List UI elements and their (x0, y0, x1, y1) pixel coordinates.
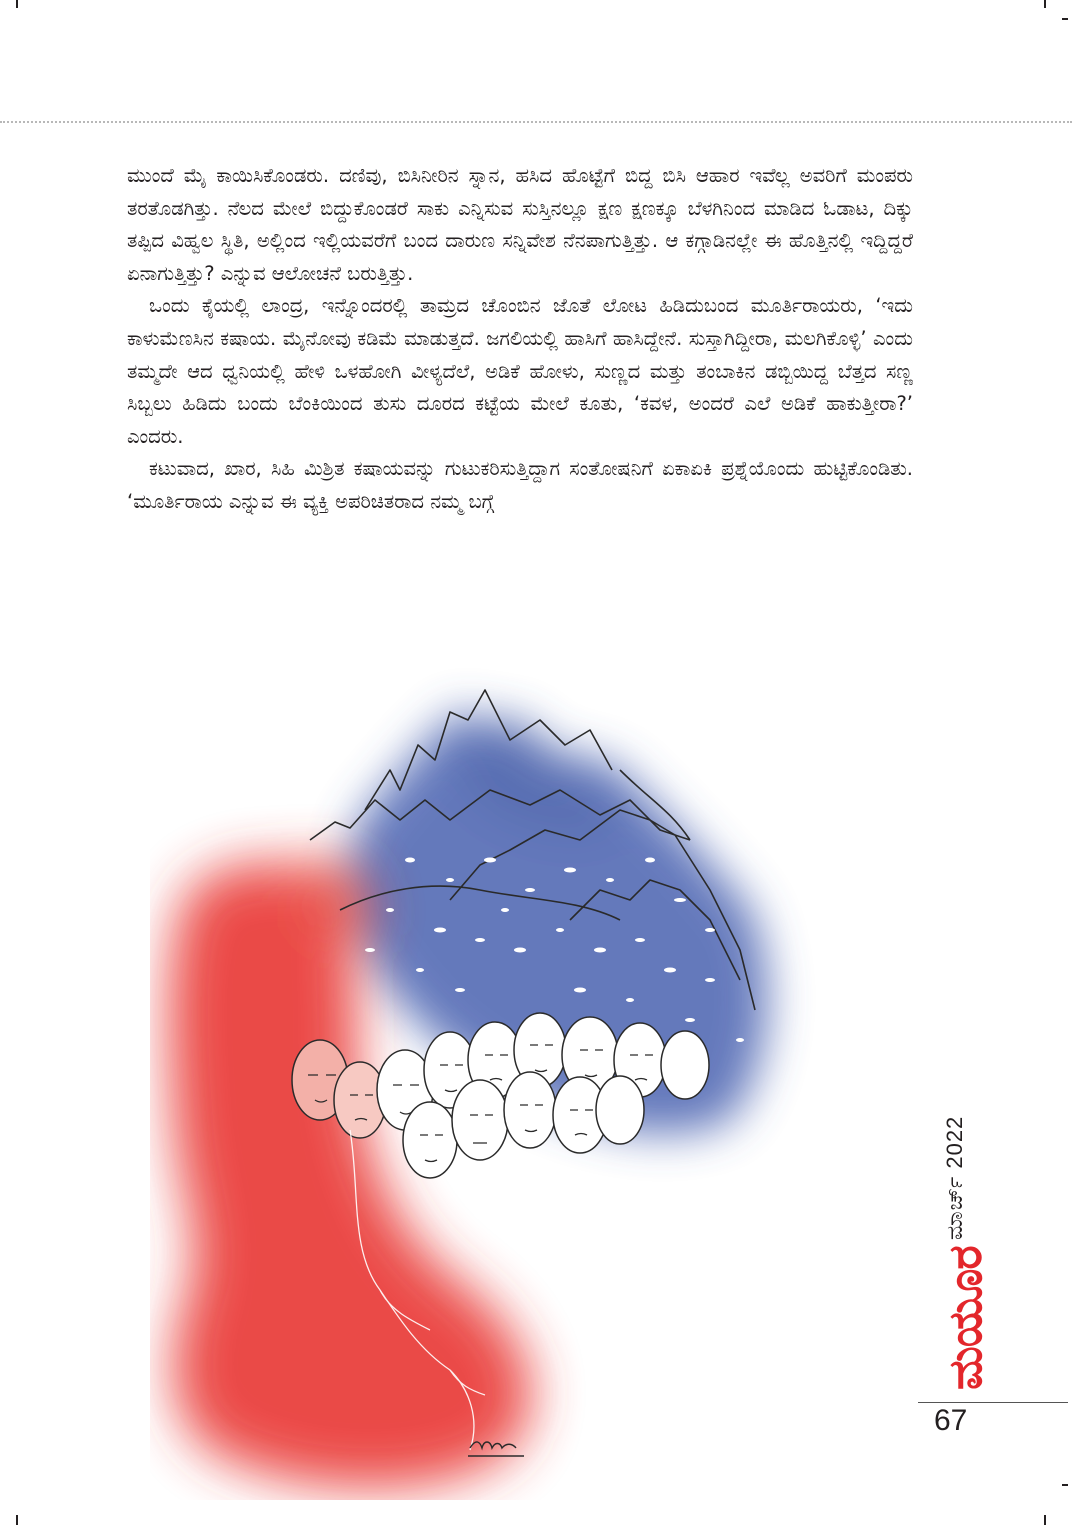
crop-mark-right-top (1062, 18, 1068, 20)
article-paragraph-1: ಮುಂದೆ ಮೈ ಕಾಯಿಸಿಕೊಂಡರು. ದಣಿವು, ಬಿಸಿನೀರಿನ ಸ್ನಾನ, ಹಸಿದ ಹೊಟ್ಟೆಗೆ ಬಿದ್ದ ಬಿಸಿ ಆಹಾರ ಇವೆಲ್ಲ ಅವರಿಗೆ ಮಂಪರು ತರತೊಡಗಿತ್ತು. ನೆಲದ ಮೇಲೆ ಬಿದ್ದುಕೊಂಡರೆ ಸಾಕು ಎನ್ನಿಸುವ ಸುಸ್ತಿನಲ್ಲೂ ಕ್ಷಣ ಕ್ಷಣಕ್ಕೂ ಬೆಳಗಿನಿಂದ ಮಾಡಿದ ಓಡಾಟ, ದಿಕ್ಕು ತಪ್ಪಿದ ವಿಹ್ವಲ ಸ್ಥಿತಿ, ಅಲ್ಲಿಂದ ಇಲ್ಲಿಯವರೆಗೆ ಬಂದ ದಾರುಣ ಸನ್ನಿವೇಶ ನೆನಪಾಗುತ್ತಿತ್ತು. ಆ ಕಗ್ಗಾಡಿನಲ್ಲೇ ಈ ಹೊತ್ತಿನಲ್ಲಿ ಇದ್ದಿದ್ದರೆ ಏನಾಗುತ್ತಿತ್ತು? ಎನ್ನುವ ಆಲೋಚನೆ ಬರುತ್ತಿತ್ತು. (127, 164, 913, 285)
illustration-artwork (150, 650, 820, 1500)
crop-mark-bottom-right (1044, 1515, 1046, 1525)
crop-mark-right-bottom (1062, 1484, 1068, 1486)
story-illustration (150, 650, 820, 1500)
magazine-title: ಮಯೂರ (938, 1246, 992, 1390)
article-paragraph-2: ಒಂದು ಕೈಯಲ್ಲಿ ಲಾಂದ್ರ, ಇನ್ನೊಂದರಲ್ಲಿ ತಾಮ್ರದ ಚೊಂಬಿನ ಜೊತೆ ಲೋಟ ಹಿಡಿದುಬಂದ ಮೂರ್ತಿರಾಯರು, ‘ಇದು ಕಾಳುಮೆಣಸಿನ ಕಷಾಯ. ಮೈನೋವು ಕಡಿಮೆ ಮಾಡುತ್ತದೆ. ಜಗಲಿಯಲ್ಲಿ ಹಾಸಿಗೆ ಹಾಸಿದ್ದೇನೆ. ಸುಸ್ತಾಗಿದ್ದೀರಾ, ಮಲಗಿಕೊಳ್ಳಿ’ ಎಂದು ತಮ್ಮದೇ ಆದ ಧ್ವನಿಯಲ್ಲಿ ಹೇಳಿ ಒಳಹೋಗಿ ವೀಳ್ಯದೆಲೆ, ಅಡಿಕೆ ಹೋಳು, ಸುಣ್ಣದ ಮತ್ತು ತಂಬಾಕಿನ ಡಬ್ಬಿಯಿದ್ದ ಬೆತ್ತದ ಸಣ್ಣ ಸಿಬ್ಬಲು ಹಿಡಿದು ಬಂದು ಬೆಂಕಿಯಿಂದ ತುಸು ದೂರದ ಕಟ್ಟೆಯ ಮೇಲೆ ಕೂತು, ‘ಕವಳ, ಅಂದರೆ ಎಲೆ ಅಡಿಕೆ ಹಾಕುತ್ತೀರಾ?’ ಎಂದರು. (127, 294, 913, 448)
article-body (127, 160, 913, 519)
article-paragraph-3: ಕಟುವಾದ, ಖಾರ, ಸಿಹಿ ಮಿಶ್ರಿತ ಕಷಾಯವನ್ನು ಗುಟುಕರಿಸುತ್ತಿದ್ದಾಗ ಸಂತೋಷನಿಗೆ ಏಕಾಏಕಿ ಪ್ರಶ್ನೆಯೊಂದು ಹುಟ್ಟಿಕೊಂಡಿತು. ‘ಮೂರ್ತಿರಾಯ ಎನ್ನುವ ಈ ವ್ಯಕ್ತಿ ಅಪರಿಚಿತರಾದ ನಮ್ಮ ಬಗ್ಗೆ (127, 457, 913, 513)
page-number: 67 (934, 1404, 968, 1437)
page-footer (918, 1090, 1068, 1430)
crop-mark-bottom-left (16, 1515, 18, 1525)
crop-mark-top-right (1044, 0, 1046, 8)
folio-rule (918, 1402, 1068, 1403)
crop-mark-top-left (16, 0, 18, 8)
issue-date: ಮಾರ್ಚ್ 2022 (942, 1115, 967, 1240)
header-dotted-rule (0, 121, 1072, 123)
